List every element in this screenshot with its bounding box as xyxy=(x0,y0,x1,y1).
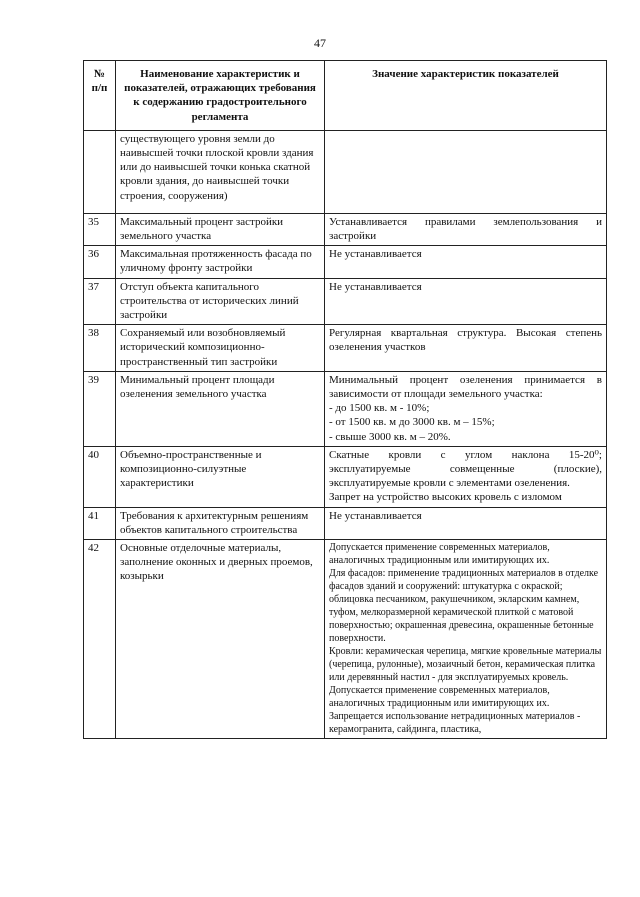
row-number: 37 xyxy=(84,278,116,325)
header-number: № п/п xyxy=(84,61,116,131)
table-row xyxy=(84,507,607,539)
row-value-line: Запрет на устройство высоких кровель с изломом xyxy=(329,491,562,504)
header-characteristic-name: Наименование характеристик и показателей, отражающих требования к содержанию градостроительного регламента xyxy=(116,61,325,131)
row-value-line: Регулярная квартальная структура. Высокая степень озеленения участков xyxy=(329,327,602,354)
row-value-line: Не устанавливается xyxy=(329,280,422,293)
table-row xyxy=(84,130,607,213)
row-name: Сохраняемый или возобновляемый исторический композиционно-пространственный тип застройки xyxy=(116,325,325,372)
table-row xyxy=(84,213,607,245)
header-characteristic-value: Значение характеристик показателей xyxy=(325,61,607,131)
row-value xyxy=(325,540,607,739)
table-row xyxy=(84,278,607,325)
row-value-line: Кровли: керамическая черепица, мягкие кровельные материалы (черепица, рулонные), мозаичный бетон, керамическая плитка или деревянный настил - для эксплуатируемых кровель. xyxy=(329,646,602,684)
row-name: Отступ объекта капитального строительства от исторических линий застройки xyxy=(116,278,325,325)
row-value-line: - свыше 3000 кв. м – 20%. xyxy=(329,430,451,443)
row-value-line: - до 1500 кв. м - 10%; xyxy=(329,402,430,415)
row-value-line: Скатные кровли с углом наклона 15-20⁰; эксплуатируемые совмещенные (плоские), эксплуатируемые кровли с элементами озеленения. xyxy=(329,448,602,490)
row-value xyxy=(325,246,607,278)
row-value-line: Запрещается использование нетрадиционных материалов - керамогранита, сайдинга, пластика, xyxy=(329,711,581,736)
row-name: Объемно-пространственные и композиционно-силуэтные характеристики xyxy=(116,446,325,507)
row-value-line: - от 1500 кв. м до 3000 кв. м – 15%; xyxy=(329,416,495,429)
row-number xyxy=(84,130,116,213)
row-value xyxy=(325,213,607,245)
table-row xyxy=(84,446,607,507)
table-row xyxy=(84,325,607,372)
row-number: 42 xyxy=(84,540,116,739)
row-value-line: Не устанавливается xyxy=(329,248,422,261)
row-name: Максимальная протяженность фасада по уличному фронту застройки xyxy=(116,246,325,278)
row-value-line: Допускается применение современных материалов, аналогичных традиционным или имитирующих их. xyxy=(329,685,550,710)
table-header-row xyxy=(84,61,607,131)
row-value-line: Минимальный процент озеленения принимается в зависимости от площади земельного участка: xyxy=(329,373,602,401)
regulation-table xyxy=(83,60,607,739)
row-number: 38 xyxy=(84,325,116,372)
page-number: 47 xyxy=(314,36,326,50)
row-value xyxy=(325,371,607,446)
row-value-line: Для фасадов: применение традиционных материалов в отделке фасадов зданий и сооружений: штукатурка с окраской; облицовка песчаником, ракушечником, экларским камнем, туфом, мелкоразмерной керамической плиткой с матовой поверхностью; окрашенная древесина, окрашенные бетонные поверхности. xyxy=(329,568,599,645)
row-value xyxy=(325,278,607,325)
row-number: 41 xyxy=(84,507,116,539)
row-value xyxy=(325,130,607,213)
row-value-line: Не устанавливается xyxy=(329,509,422,522)
row-value xyxy=(325,325,607,372)
row-value-line: Допускается применение современных материалов, аналогичных традиционным или имитирующих их. xyxy=(329,542,550,567)
row-value xyxy=(325,446,607,507)
row-name: существующего уровня земли до наивысшей точки плоской кровли здания или до наивысшей точки конька скатной кровли здания, до наивысшей точки строения, сооружения) xyxy=(116,130,325,213)
row-name: Минимальный процент площади озеленения земельного участка xyxy=(116,371,325,446)
table-row xyxy=(84,371,607,446)
row-number: 39 xyxy=(84,371,116,446)
row-name: Основные отделочные материалы, заполнение оконных и дверных проемов, козырьки xyxy=(116,540,325,739)
row-name: Максимальный процент застройки земельного участка xyxy=(116,213,325,245)
row-name: Требования к архитектурным решениям объектов капитального строительства xyxy=(116,507,325,539)
table-row xyxy=(84,540,607,739)
row-value-line: Устанавливается правилами землепользования и застройки xyxy=(329,215,602,243)
table-row xyxy=(84,246,607,278)
row-number: 35 xyxy=(84,213,116,245)
row-value xyxy=(325,507,607,539)
row-number: 36 xyxy=(84,246,116,278)
row-number: 40 xyxy=(84,446,116,507)
